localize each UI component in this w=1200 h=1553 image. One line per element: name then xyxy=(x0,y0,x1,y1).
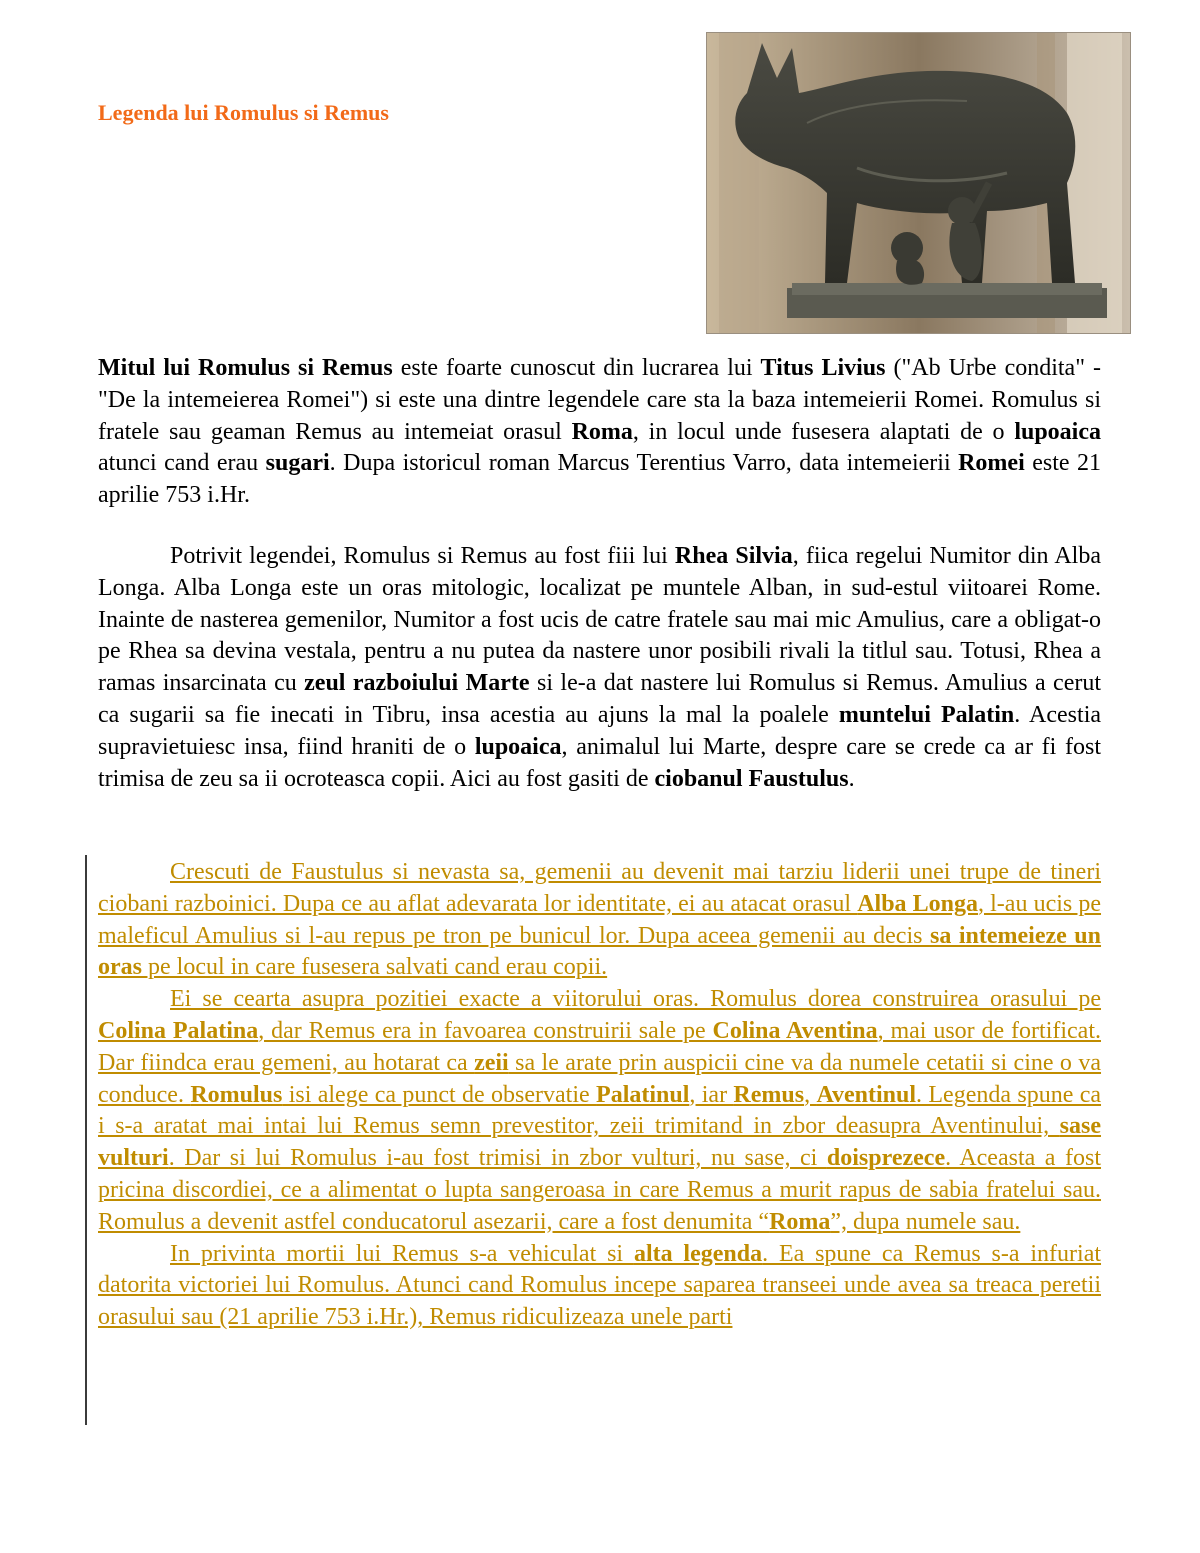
text-run: . Dar si lui Romulus i-au fost trimisi in zbor vulturi, nu sase, ci xyxy=(168,1145,827,1172)
text-run: ("Ab Urbe condita" - "De la intemeierea Romei") si este una dintre legendele care sta la baza intemeierii Romei. Romulus si fratele sau geaman Remus au intemeiat orasul xyxy=(98,355,1101,445)
text-run: isi alege ca punct de observatie xyxy=(282,1081,597,1108)
document-title: Legenda lui Romulus si Remus xyxy=(98,100,389,125)
text-run: si le-a dat nastere lui Romulus si Remus. Amulius a cerut ca sugarii sa fie inecati in Tibru, insa acestia au ajuns la mal la poalele xyxy=(98,670,1102,728)
text-run: Potrivit legendei, Romulus si Remus au fost fiii lui xyxy=(170,543,675,569)
paragraph-legend-birth xyxy=(98,541,1101,795)
bold-phrase: lupoaica xyxy=(474,733,562,760)
bold-phrase: doisprezece xyxy=(826,1145,946,1172)
text-run: . Aceasta a fost pricina discordiei, ce a alimentat o lupta sangeroasa in care Remus a murit rapus de sabia fratelui sau. Romulus a devenit astfel conducatorul asezarii, care a fost denumita “ xyxy=(98,1145,1102,1235)
bold-phrase: ciobanul Faustulus xyxy=(654,765,849,792)
bold-phrase: Colina Palatina xyxy=(98,1017,259,1044)
text-run: este foarte cunoscut din lucrarea lui xyxy=(392,355,761,381)
bold-phrase: Titus Livius xyxy=(760,355,886,381)
she-wolf-statue-image xyxy=(706,32,1131,334)
bold-phrase: Roma xyxy=(571,418,633,445)
text-run: ”, dupa numele sau. xyxy=(830,1208,1021,1235)
text-run: In privinta mortii lui Remus s-a vehiculat si xyxy=(170,1240,634,1267)
bold-phrase: sugari xyxy=(265,450,330,477)
text-run: , in locul unde fusesera alaptati de o xyxy=(632,418,1015,445)
paragraph-founding xyxy=(98,857,1101,984)
text-run: , fiica regelui Numitor din Alba Longa. Alba Longa este un oras mitologic, localizat pe muntele Alban, in sud-estul viitoarei Rome. Inainte de nasterea gemenilor, Numitor a fost ucis de catre fratele sau mai mic Amulius, care a obligat-o pe Rhea sa devina vestala, pentru a nu putea da nastere unor posibili rivali la titlul sau. Totusi, Rhea a ramas insarcinata cu xyxy=(98,543,1101,697)
text-run: , dar Remus era in favoarea construirii sale pe xyxy=(258,1017,713,1044)
bold-phrase: zeul razboiului Marte xyxy=(304,670,530,697)
bold-phrase: Mitul lui Romulus si Remus xyxy=(98,355,393,381)
text-run: . Acestia supravietuiesc insa, fiind hraniti de o xyxy=(98,701,1102,760)
bold-phrase: Palatinul xyxy=(596,1081,690,1108)
text-run: , mai usor de fortificat. Dar fiindca erau gemeni, au hotarat ca xyxy=(98,1017,1101,1076)
paragraph-quarrel xyxy=(98,984,1101,1238)
bold-phrase: Remus xyxy=(733,1081,805,1108)
text-run: este 21 aprilie 753 i.Hr. xyxy=(98,450,1101,509)
text-run: . Legenda spune ca i s-a aratat mai intai lui Remus semn prevestitor, zeii trimitand in zbor deasupra Aventinului, xyxy=(98,1081,1102,1140)
text-run: sa le arate prin auspicii cine va da numele cetatii si cine o va conduce. xyxy=(98,1049,1102,1108)
text-run: . Dupa istoricul roman Marcus Terentius Varro, data intemeierii xyxy=(329,450,959,477)
she-wolf-statue-illustration xyxy=(707,33,1131,334)
paragraph-other-legend xyxy=(98,1239,1101,1334)
text-run: . Ea spune ca Remus s-a infuriat datorita victoriei lui Romulus. Atunci cand Romulus incepe saparea transeei unde avea sa treaca peretii orasului sau (21 aprilie 753 i.Hr.), Remus ridiculizeaza unele parti xyxy=(98,1240,1102,1331)
text-run: , xyxy=(804,1081,817,1108)
text-run: , l-au ucis pe maleficul Amulius si l-au repus pe tron pe bunicul lor. Dupa aceea gemenii au decis xyxy=(98,890,1102,949)
text-run: , animalul lui Marte, despre care se crede ca ar fi fost trimisa de zeu sa ii ocroteasca copii. Aici au fost gasiti de xyxy=(98,733,1101,792)
bold-phrase: Romulus xyxy=(190,1081,283,1108)
text-run: . xyxy=(848,765,855,792)
bold-phrase: Alba Longa xyxy=(857,890,979,917)
text-run: , iar xyxy=(689,1081,734,1108)
text-run: Crescuti de Faustulus si nevasta sa, gemenii au devenit mai tarziu liderii unei trupe de tineri ciobani razboinici. Dupa ce au aflat adevarata lor identitate, ei au atacat orasul xyxy=(98,859,1101,917)
bold-phrase: alta legenda xyxy=(633,1240,763,1267)
tracked-changes-block xyxy=(98,857,1101,1334)
bold-phrase: Rhea Silvia xyxy=(674,543,793,569)
text-run: Ei se cearta asupra pozitiei exacte a viitorului oras. Romulus dorea construirea orasului pe xyxy=(170,986,1101,1013)
paragraph-intro xyxy=(98,353,1101,512)
change-bar xyxy=(85,855,87,1425)
bold-phrase: Romei xyxy=(958,450,1025,477)
bold-phrase: sase vulturi xyxy=(98,1113,1101,1172)
bold-phrase: muntelui Palatin xyxy=(838,701,1015,728)
bold-phrase: sa intemeieze un oras xyxy=(98,922,1102,981)
bold-phrase: Roma xyxy=(769,1208,831,1235)
bold-phrase: Aventinul xyxy=(816,1081,917,1108)
text-run: atunci cand erau xyxy=(98,450,266,477)
text-run: pe locul in care fusesera salvati cand erau copii. xyxy=(142,954,608,981)
bold-phrase: Colina Aventina xyxy=(712,1017,878,1044)
bold-phrase: lupoaica xyxy=(1014,418,1101,445)
bold-phrase: zeii xyxy=(474,1049,509,1076)
